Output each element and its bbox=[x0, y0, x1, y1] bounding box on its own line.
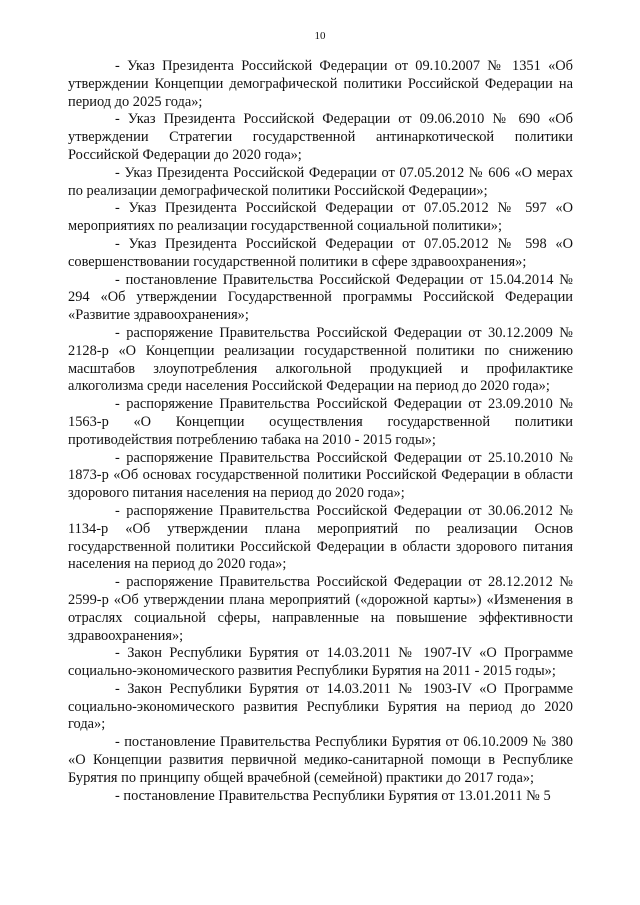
paragraph-decree-606: - Указ Президента Российской Федерации от 07.05.2012 № 606 «О мерах по реализации демографической политики Российской Федерации»; bbox=[68, 164, 573, 199]
paragraph-resolution-5: - постановление Правительства Республики Бурятия от 13.01.2011 № 5 bbox=[115, 787, 551, 804]
paragraph-resolution-294: - постановление Правительства Российской Федерации от 15.04.2014 № 294 «Об утверждении Государственной программы Российской Федерации «Развитие здравоохранения»; bbox=[68, 271, 573, 324]
paragraph-decree-598: - Указ Президента Российской Федерации от 07.05.2012 № 598 «О совершенствовании государственной политики в сфере здравоохранения»; bbox=[68, 235, 573, 270]
paragraph-resolution-380: - постановление Правительства Республики Бурятия от 06.10.2009 № 380 «О Концепции развития первичной медико-санитарной помощи в Республике Бурятия по принципу общей врачебной (семейной) практики до 2017 года»; bbox=[68, 734, 573, 786]
paragraph-law-1903: - Закон Республики Бурятия от 14.03.2011 № 1903-IV «О Программе социально-экономического развития Республики Бурятия на период до 2020 года»; bbox=[68, 680, 573, 733]
page-number: 10 bbox=[314, 30, 326, 42]
paragraph-order-1563: - распоряжение Правительства Российской Федерации от 23.09.2010 № 1563-р «О Концепции осуществления государственной политики противодействия потреблению табака на 2010 - 2015 годы»; bbox=[68, 396, 573, 448]
paragraph-order-2128: - распоряжение Правительства Российской Федерации от 30.12.2009 № 2128-р «О Концепции реализации государственной политики по снижению масштабов злоупотребления алкогольной продукцией и профилактике алкоголизма среди населения Российской Федерации на период до 2020 года»; bbox=[68, 324, 573, 395]
paragraph-order-1134: - распоряжение Правительства Российской Федерации от 30.06.2012 № 1134-р «Об утверждении плана мероприятий по реализации Основ государственной политики Российской Федерации в области здорового питания населения на период до 2020 года»; bbox=[68, 502, 573, 573]
paragraph-order-2599: - распоряжение Правительства Российской Федерации от 28.12.2012 № 2599-р «Об утверждении плана мероприятий («дорожной карты») «Изменения в отраслях социальной сферы, направленные на повышение эффективности здравоохранения»; bbox=[68, 574, 573, 644]
paragraph-law-1907: - Закон Республики Бурятия от 14.03.2011 № 1907-IV «О Программе социально-экономического развития Республики Бурятия на 2011 - 2015 годы»; bbox=[68, 645, 573, 680]
paragraph-order-1873: - распоряжение Правительства Российской Федерации от 25.10.2010 № 1873-р «Об основах государственной политики Российской Федерации в области здорового питания населения на период до 2020 года»; bbox=[68, 449, 573, 502]
document-body bbox=[68, 58, 573, 805]
paragraph-decree-1351: - Указ Президента Российской Федерации от 09.10.2007 № 1351 «Об утверждении Концепции демографической политики Российской Федерации на период до 2025 года»; bbox=[68, 58, 573, 110]
paragraph-decree-690: - Указ Президента Российской Федерации от 09.06.2010 № 690 «Об утверждении Стратегии государственной антинаркотической политики Российской Федерации до 2020 года»; bbox=[68, 111, 573, 163]
paragraph-decree-597: - Указ Президента Российской Федерации от 07.05.2012 № 597 «О мероприятиях по реализации государственной социальной политики»; bbox=[68, 200, 573, 235]
